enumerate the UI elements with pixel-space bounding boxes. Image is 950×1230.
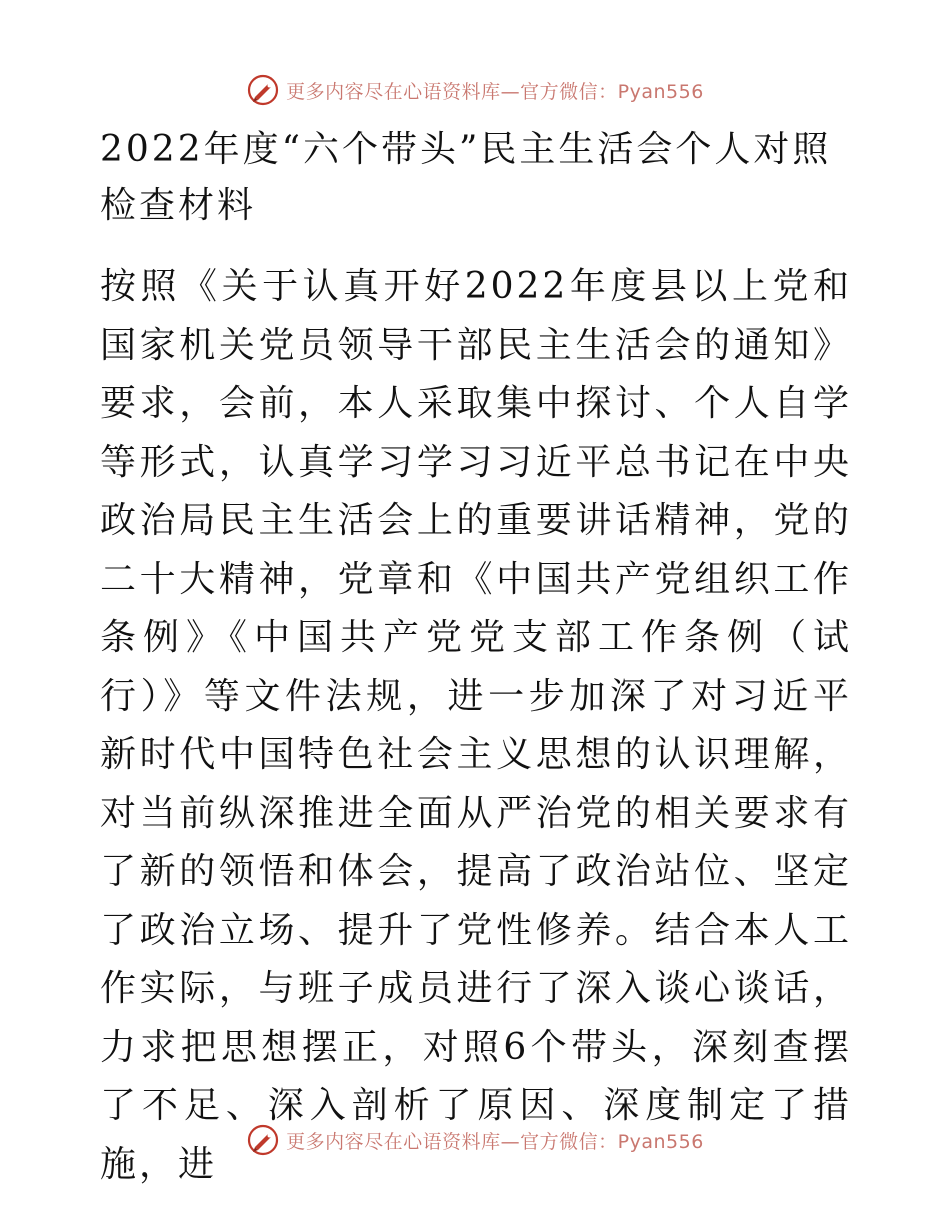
header-watermark [0, 70, 950, 110]
pen-seal-icon [246, 73, 280, 107]
body-paragraph: 按照《关于认真开好2022年度县以上党和国家机关党员领导干部民主生活会的通知》要求，会前，本人采取集中探讨、个人自学等形式，认真学习学习习近平总书记在中央政治局民主生活会上的重要讲话精神，党的二十大精神，党章和《中国共产党组织工作条例》《中国共产党党支部工作条例（试行）》等文件法规，进一步加深了对习近平新时代中国特色社会主义思想的认识理解，对当前纵深推进全面从严治党的相关要求有了新的领悟和体会，提高了政治站位、坚定了政治立场、提升了党性修养。结合本人工作实际，与班子成员进行了深入谈心谈话，力求把思想摆正，对照6个带头，深刻查摆了不足、深入剖析了原因、深度制定了措施，进 [100, 266, 852, 1185]
document-title: 2022年度“六个带头”民主生活会个人对照检查材料 [100, 129, 832, 226]
watermark-text: 更多内容尽在心语资料库—官方微信：Pyan556 [286, 1130, 704, 1153]
pen-seal-icon [246, 1123, 280, 1157]
watermark-text: 更多内容尽在心语资料库—官方微信：Pyan556 [286, 80, 704, 103]
footer-watermark [0, 1120, 950, 1160]
